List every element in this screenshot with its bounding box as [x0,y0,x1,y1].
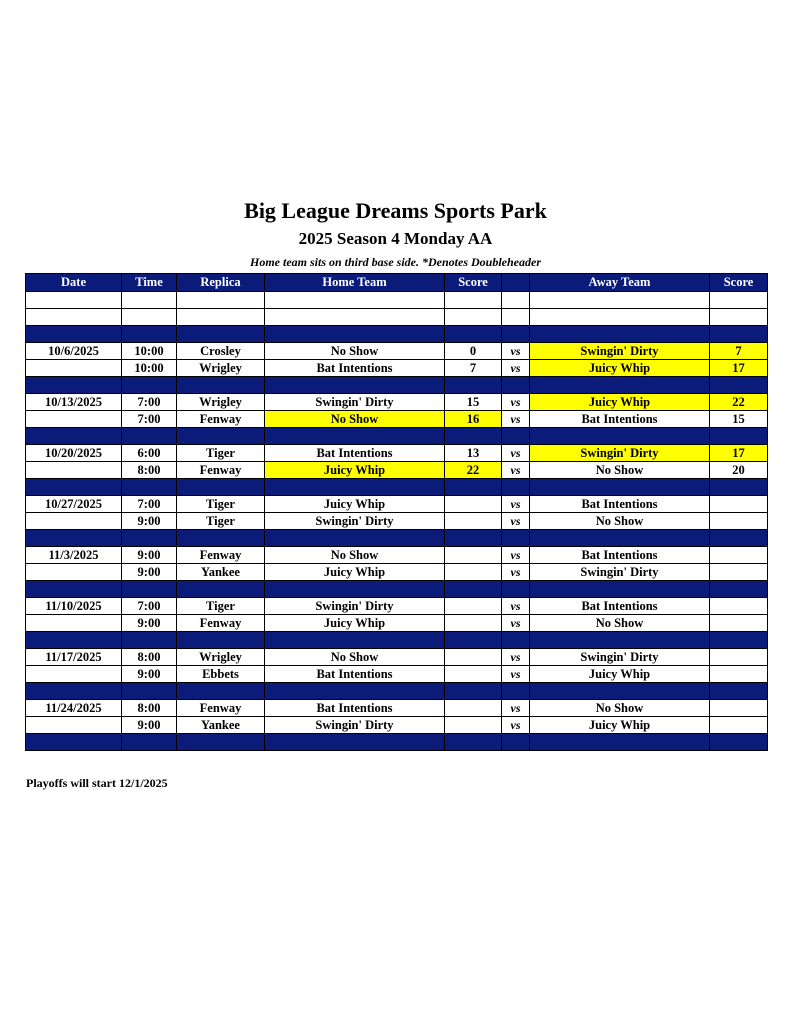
home-score-cell: 13 [445,445,502,462]
home-score-cell: 22 [445,462,502,479]
vs-cell: vs [502,598,530,615]
schedule-body [26,292,768,751]
away-score-cell: 22 [710,394,768,411]
separator-cell [502,377,530,394]
vs-cell: vs [502,360,530,377]
separator-cell [26,632,122,649]
home-team-cell: Juicy Whip [265,462,445,479]
separator-cell [445,377,502,394]
home-score-cell: 0 [445,343,502,360]
date-cell [26,411,122,428]
home-team-cell: Juicy Whip [265,496,445,513]
separator-cell [122,734,177,751]
away-score-cell [710,564,768,581]
separator-cell [445,326,502,343]
separator-cell [710,428,768,445]
separator-cell [530,734,710,751]
separator-cell [122,683,177,700]
home-team-cell: No Show [265,649,445,666]
week-separator [26,683,768,700]
separator-cell [710,479,768,496]
time-cell: 10:00 [122,360,177,377]
date-cell [26,615,122,632]
separator-cell [26,530,122,547]
time-cell: 7:00 [122,411,177,428]
vs-cell: vs [502,547,530,564]
game-row [26,445,768,462]
game-row [26,615,768,632]
away-team-cell: Bat Intentions [530,598,710,615]
separator-cell [445,734,502,751]
home-score-cell: 15 [445,394,502,411]
playoffs-note: Playoffs will start 12/1/2025 [26,776,168,790]
replica-cell: Wrigley [177,394,265,411]
replica-cell: Yankee [177,717,265,734]
away-score-cell: 20 [710,462,768,479]
away-score-cell: 15 [710,411,768,428]
date-cell: 10/6/2025 [26,343,122,360]
separator-cell [445,428,502,445]
separator-cell [26,479,122,496]
away-score-cell [710,717,768,734]
vs-cell: vs [502,462,530,479]
away-team-cell: Juicy Whip [530,360,710,377]
time-cell: 8:00 [122,700,177,717]
vs-cell: vs [502,343,530,360]
time-cell: 7:00 [122,598,177,615]
separator-cell [445,530,502,547]
separator-cell [445,683,502,700]
game-row [26,717,768,734]
separator-cell [530,428,710,445]
date-cell: 11/17/2025 [26,649,122,666]
home-team-cell: Bat Intentions [265,445,445,462]
home-team-cell: Juicy Whip [265,615,445,632]
separator-cell [530,530,710,547]
home-team-cell: Swingin' Dirty [265,717,445,734]
away-score-cell [710,615,768,632]
away-team-cell: No Show [530,462,710,479]
home-team-cell: Juicy Whip [265,564,445,581]
game-row [26,462,768,479]
game-row [26,360,768,377]
replica-cell: Ebbets [177,666,265,683]
separator-cell [265,632,445,649]
away-score-cell: 17 [710,445,768,462]
away-score-cell [710,666,768,683]
away-score-cell: 17 [710,360,768,377]
away-score-cell [710,547,768,564]
separator-cell [710,377,768,394]
separator-cell [122,326,177,343]
vs-cell: vs [502,649,530,666]
week-separator [26,479,768,496]
replica-cell: Wrigley [177,360,265,377]
replica-cell: Wrigley [177,649,265,666]
home-score-cell [445,615,502,632]
time-cell: 10:00 [122,343,177,360]
separator-cell [710,734,768,751]
separator-cell [265,530,445,547]
vs-cell: vs [502,496,530,513]
separator-cell [26,428,122,445]
date-cell: 11/24/2025 [26,700,122,717]
game-row [26,700,768,717]
column-header-home-team: Home Team [265,274,445,292]
away-team-cell: No Show [530,615,710,632]
schedule-note: Home team sits on third base side. *Denotes Doubleheader [250,255,541,269]
home-team-cell: No Show [265,411,445,428]
game-row [26,547,768,564]
replica-cell: Fenway [177,547,265,564]
separator-cell [530,632,710,649]
time-cell: 8:00 [122,649,177,666]
separator-cell [502,479,530,496]
date-cell: 10/27/2025 [26,496,122,513]
blank-row [26,309,768,326]
date-cell: 10/13/2025 [26,394,122,411]
away-score-cell [710,598,768,615]
separator-cell [26,683,122,700]
home-team-cell: Bat Intentions [265,666,445,683]
home-team-cell: Swingin' Dirty [265,598,445,615]
game-row [26,411,768,428]
separator-cell [265,326,445,343]
home-team-cell: No Show [265,343,445,360]
separator-cell [265,581,445,598]
away-score-cell [710,700,768,717]
date-cell [26,360,122,377]
separator-cell [122,530,177,547]
week-separator [26,632,768,649]
home-score-cell [445,717,502,734]
game-row [26,598,768,615]
table-header [26,274,768,292]
replica-cell: Fenway [177,462,265,479]
date-cell [26,564,122,581]
vs-cell: vs [502,513,530,530]
week-separator [26,326,768,343]
home-score-cell: 16 [445,411,502,428]
date-cell [26,513,122,530]
separator-cell [502,326,530,343]
separator-cell [26,377,122,394]
separator-cell [265,428,445,445]
separator-cell [530,377,710,394]
home-score-cell [445,496,502,513]
away-team-cell: Bat Intentions [530,411,710,428]
week-separator [26,734,768,751]
home-team-cell: Swingin' Dirty [265,394,445,411]
home-score-cell [445,547,502,564]
away-team-cell: Swingin' Dirty [530,564,710,581]
replica-cell: Tiger [177,598,265,615]
replica-cell: Tiger [177,496,265,513]
separator-cell [26,734,122,751]
separator-cell [530,581,710,598]
home-team-cell: Bat Intentions [265,700,445,717]
home-score-cell [445,598,502,615]
home-score-cell [445,700,502,717]
time-cell: 9:00 [122,547,177,564]
away-score-cell: 7 [710,343,768,360]
away-team-cell: Bat Intentions [530,496,710,513]
time-cell: 9:00 [122,615,177,632]
separator-cell [265,377,445,394]
vs-cell: vs [502,445,530,462]
date-cell: 11/3/2025 [26,547,122,564]
time-cell: 9:00 [122,564,177,581]
separator-cell [502,581,530,598]
separator-cell [177,326,265,343]
separator-cell [122,377,177,394]
home-score-cell [445,666,502,683]
separator-cell [177,734,265,751]
separator-cell [265,479,445,496]
home-team-cell: Swingin' Dirty [265,513,445,530]
home-score-cell [445,513,502,530]
replica-cell: Tiger [177,513,265,530]
time-cell: 8:00 [122,462,177,479]
column-header-date: Date [26,274,122,292]
separator-cell [502,683,530,700]
blank-row [26,292,768,309]
separator-cell [265,734,445,751]
separator-cell [530,683,710,700]
vs-cell: vs [502,411,530,428]
away-score-cell [710,496,768,513]
game-row [26,513,768,530]
separator-cell [710,683,768,700]
separator-cell [530,479,710,496]
column-header-away-team: Away Team [530,274,710,292]
time-cell: 9:00 [122,513,177,530]
time-cell: 7:00 [122,496,177,513]
separator-cell [177,530,265,547]
game-row [26,343,768,360]
date-cell [26,666,122,683]
vs-cell: vs [502,394,530,411]
vs-cell: vs [502,564,530,581]
away-team-cell: Swingin' Dirty [530,445,710,462]
page-title: Big League Dreams Sports Park [244,198,547,223]
column-header-vs [502,274,530,292]
season-subtitle: 2025 Season 4 Monday AA [298,229,493,248]
away-team-cell: Bat Intentions [530,547,710,564]
separator-cell [177,377,265,394]
time-cell: 7:00 [122,394,177,411]
separator-cell [502,428,530,445]
separator-cell [710,632,768,649]
home-score-cell [445,649,502,666]
separator-cell [177,632,265,649]
replica-cell: Fenway [177,615,265,632]
separator-cell [710,581,768,598]
game-row [26,649,768,666]
separator-cell [530,326,710,343]
separator-cell [177,683,265,700]
date-cell [26,462,122,479]
away-score-cell [710,513,768,530]
week-separator [26,428,768,445]
game-row [26,394,768,411]
separator-cell [26,581,122,598]
home-score-cell [445,564,502,581]
home-team-cell: Bat Intentions [265,360,445,377]
vs-cell: vs [502,717,530,734]
time-cell: 6:00 [122,445,177,462]
separator-cell [710,530,768,547]
date-cell: 10/20/2025 [26,445,122,462]
separator-cell [177,581,265,598]
vs-cell: vs [502,700,530,717]
separator-cell [122,428,177,445]
away-score-cell [710,649,768,666]
separator-cell [710,326,768,343]
time-cell: 9:00 [122,666,177,683]
schedule-table [25,273,768,751]
column-header-away-score: Score [710,274,768,292]
date-cell [26,717,122,734]
home-score-cell: 7 [445,360,502,377]
home-team-cell: No Show [265,547,445,564]
week-separator [26,530,768,547]
away-team-cell: No Show [530,700,710,717]
separator-cell [177,479,265,496]
separator-cell [265,683,445,700]
separator-cell [122,632,177,649]
replica-cell: Yankee [177,564,265,581]
replica-cell: Tiger [177,445,265,462]
separator-cell [502,632,530,649]
date-cell: 11/10/2025 [26,598,122,615]
away-team-cell: No Show [530,513,710,530]
separator-cell [445,581,502,598]
time-cell: 9:00 [122,717,177,734]
column-header-replica: Replica [177,274,265,292]
away-team-cell: Swingin' Dirty [530,343,710,360]
away-team-cell: Swingin' Dirty [530,649,710,666]
separator-cell [26,326,122,343]
separator-cell [122,581,177,598]
separator-cell [502,734,530,751]
column-header-home-score: Score [445,274,502,292]
game-row [26,666,768,683]
away-team-cell: Juicy Whip [530,394,710,411]
game-row [26,496,768,513]
away-team-cell: Juicy Whip [530,717,710,734]
week-separator [26,581,768,598]
vs-cell: vs [502,615,530,632]
separator-cell [502,530,530,547]
week-separator [26,377,768,394]
separator-cell [122,479,177,496]
replica-cell: Fenway [177,700,265,717]
column-header-time: Time [122,274,177,292]
game-row [26,564,768,581]
separator-cell [445,479,502,496]
separator-cell [445,632,502,649]
separator-cell [177,428,265,445]
replica-cell: Fenway [177,411,265,428]
vs-cell: vs [502,666,530,683]
away-team-cell: Juicy Whip [530,666,710,683]
replica-cell: Crosley [177,343,265,360]
